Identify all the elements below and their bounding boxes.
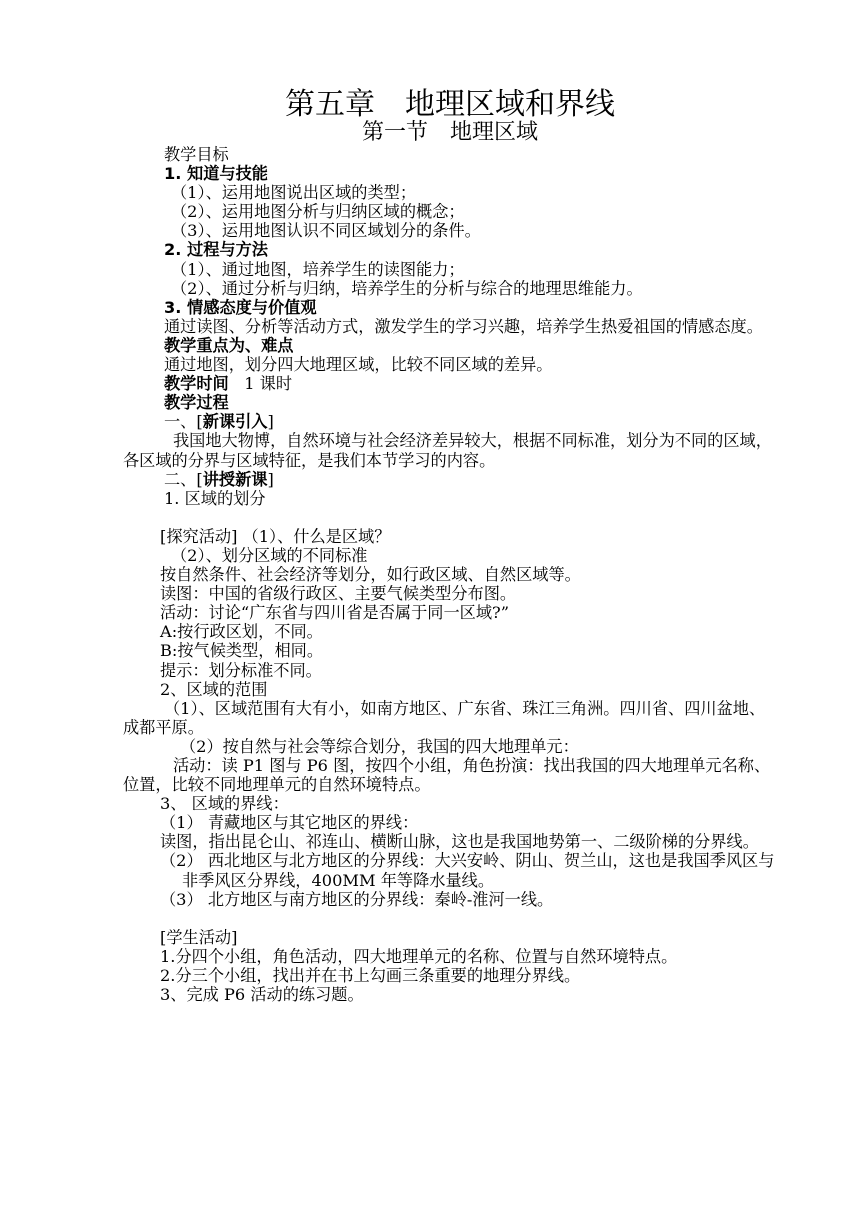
student-activity-heading: [学生活动] [160, 927, 238, 947]
list-item: （2） 西北地区与北方地区的分界线：大兴安岭、阴山、贺兰山，这也是我国季风区与非季风区分界线，400MM 年等降水量线。 [160, 851, 775, 890]
paragraph: 我国地大物博，自然环境与社会经济差异较大，根据不同标准，划分为不同的区域，各区域的分界与区域特征，是我们本节学习的内容。 [123, 431, 772, 470]
section-title: 第一节 地理区域 [361, 120, 538, 145]
explore-activity: [探究活动] （1）、什么是区域？ [160, 526, 391, 546]
knowledge-heading: 1. 知道与技能 [164, 164, 268, 184]
list-item: （2）、划分区域的不同标准 [171, 545, 368, 565]
attitude-heading: 3. 情感态度与价值观 [164, 297, 317, 317]
paragraph: 活动：讨论“广东省与四川省是否属于同一区域?” [160, 603, 509, 623]
process-method-heading: 2. 过程与方法 [164, 240, 268, 260]
list-item: （1）、运用地图说出区域的类型； [171, 183, 417, 203]
bracket-suffix: ] [267, 412, 274, 432]
time-value: 1 课时 [244, 374, 293, 394]
paragraph: （2）按自然与社会等综合划分，我国的四大地理单元： [180, 736, 579, 756]
section-heading: 2、区域的范围 [160, 679, 268, 699]
answer-a: A:按行政区划，不同。 [160, 622, 323, 642]
paragraph: 通过地图，划分四大地理区域，比较不同区域的差异。 [164, 355, 553, 375]
key-points-heading: 教学重点为、难点 [164, 335, 294, 355]
hint: 提示：划分标准不同。 [160, 660, 322, 680]
list-item: 2.分三个小组，找出并在书上勾画三条重要的地理分界线。 [160, 966, 581, 986]
bracket-prefix: 二、[ [164, 469, 203, 489]
list-item: 3、完成 P6 活动的练习题。 [160, 985, 364, 1005]
paragraph: 通过读图、分析等活动方式，激发学生的学习兴趣，培养学生热爱祖国的情感态度。 [164, 316, 763, 336]
paragraph: 读图：中国的省级行政区、主要气候类型分布图。 [160, 584, 517, 604]
section-heading: 3、 区域的界线： [160, 794, 289, 814]
list-item: （2）、运用地图分析与归纳区域的概念； [171, 202, 465, 222]
list-item: （3） 北方地区与南方地区的分界线：秦岭-淮河一线。 [160, 889, 554, 909]
intro-label: 新课引入 [202, 412, 268, 432]
teaching-time [123, 374, 780, 393]
paragraph: 按自然条件、社会经济等划分，如行政区域、自然区域等。 [160, 565, 581, 585]
time-label: 教学时间 [164, 374, 229, 394]
list-item: （1） 青藏地区与其它地区的界线： [160, 813, 419, 833]
section-heading: 1. 区域的划分 [164, 488, 266, 508]
list-item: （1）、通过地图，培养学生的读图能力； [171, 259, 465, 279]
list-item: 1.分四个小组，角色活动，四大地理单元的名称、位置与自然环境特点。 [160, 946, 678, 966]
chapter-title: 第五章 地理区域和界线 [285, 87, 615, 122]
intro-heading [123, 412, 780, 431]
paragraph: （1）、区域范围有大有小，如南方地区、广东省、珠江三角洲。四川省、四川盆地、成都平原。 [123, 698, 766, 737]
paragraph: 活动：读 P1 图与 P6 图，按四个小组，角色扮演：找出我国的四大地理单元名称、位置，比较不同地理单元的自然环境特点。 [123, 756, 771, 795]
list-item: （2）、通过分析与归纳，培养学生的分析与综合的地理思维能力。 [171, 278, 643, 298]
process-heading: 教学过程 [164, 393, 229, 413]
bracket-suffix: ] [267, 469, 274, 489]
goal-heading: 教学目标 [164, 145, 229, 164]
bracket-prefix: 一、[ [164, 412, 203, 432]
new-lesson-label: 讲授新课 [202, 469, 268, 489]
document-body [123, 145, 780, 1004]
new-lesson-heading [123, 470, 780, 489]
answer-b: B:按气候类型，相同。 [160, 641, 324, 661]
paragraph: 读图，指出昆仑山、祁连山、横断山脉，这也是我国地势第一、二级阶梯的分界线。 [160, 832, 759, 852]
list-item: （3）、运用地图认识不同区域划分的条件。 [171, 221, 481, 241]
